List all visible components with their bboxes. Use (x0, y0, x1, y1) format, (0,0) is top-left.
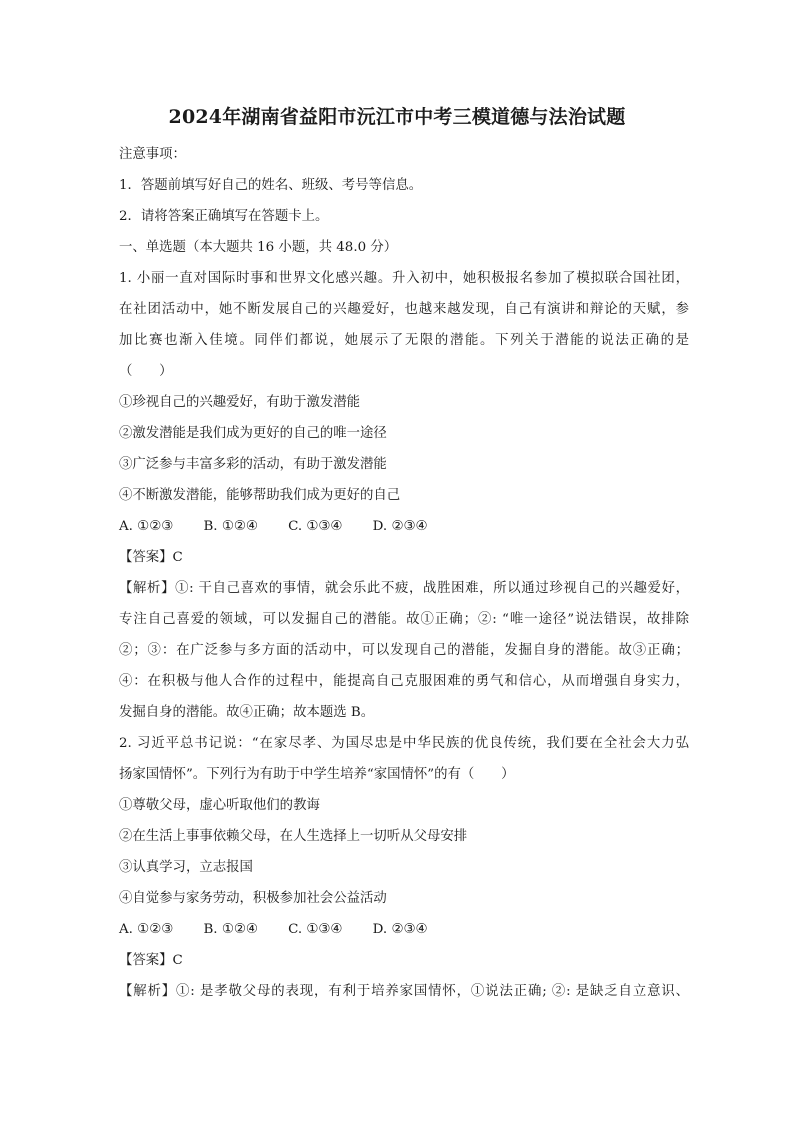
notice-item: 1．答题前填写好自己的姓名、班级、考号等信息。 (119, 178, 423, 193)
question-2-statement: ②在生活上事事依赖父母，在人生选择上一切听从父母安排 (119, 829, 468, 844)
option-d: D. ②③④ (372, 519, 428, 534)
question-1-analysis-line: ④：在积极与他人合作的过程中，能提高自己克服困难的勇气和信心，从而增强自身实力， (119, 674, 689, 689)
option-d: D. ②③④ (372, 922, 428, 937)
question-2-stem-line: 2. 习近平总书记说：“在家尽孝、为国尽忠是中华民族的优良传统，我们要在全社会大力弘 (119, 736, 689, 751)
question-2-stem-line: 扬家国情怀”。下列行为有助于中学生培养“家国情怀”的有（ ） (119, 767, 515, 782)
option-b: B. ①②④ (203, 519, 258, 534)
option-a: A. ①②③ (119, 922, 174, 937)
notice-heading: 注意事项： (119, 147, 186, 162)
question-1-stem-line: 在社团活动中，她不断发展自己的兴趣爱好，也越来越发现，自己有演讲和辩论的天赋，参 (119, 302, 689, 317)
question-2-statement: ④自觉参与家务劳动，积极参加社会公益活动 (119, 891, 387, 906)
question-2-analysis-line: 【解析】①: 是孝敬父母的表现，有利于培养家国情怀，①说法正确; ②: 是缺乏自立意识、 (119, 984, 689, 999)
question-1-stem-line: 加比赛也渐入佳境。同伴们都说，她展示了无限的潜能。下列关于潜能的说法正确的是 (119, 333, 689, 348)
question-1-statement: ②激发潜能是我们成为更好的自己的唯一途径 (119, 426, 387, 441)
question-1-options (119, 518, 689, 536)
option-a: A. ①②③ (119, 519, 174, 534)
page-title: 2024年湖南省益阳市沅江市中考三模道德与法治试题 (168, 106, 626, 128)
question-1-analysis-line: 发掘自身的潜能。故④正确；故本题选 B。 (119, 705, 375, 720)
question-2-answer: 【答案】C (119, 953, 183, 968)
question-1-analysis-line: 专注自己喜爱的领域，可以发掘自己的潜能。故①正确；②: “唯一途径”说法错误，故排除 (119, 612, 689, 627)
question-2-statement: ①尊敬父母，虚心听取他们的教诲 (119, 798, 320, 813)
question-2-statement: ③认真学习，立志报国 (119, 860, 253, 875)
notice-item: 2．请将答案正确填写在答题卡上。 (119, 209, 329, 224)
question-1-statement: ④不断激发潜能，能够帮助我们成为更好的自己 (119, 488, 401, 503)
question-1-answer: 【答案】C (119, 550, 183, 565)
question-1-stem-line: （ ） (119, 364, 173, 379)
question-2-options (119, 921, 689, 939)
option-c: C. ①③④ (288, 519, 343, 534)
question-1-analysis-line: 【解析】①: 干自己喜欢的事情，就会乐此不疲，战胜困难，所以通过珍视自己的兴趣爱好， (119, 581, 689, 596)
question-1-analysis-line: ②；③：在广泛参与多方面的活动中，可以发现自己的潜能，发掘自身的潜能。故③正确； (119, 643, 689, 658)
question-1-stem-line: 1. 小丽一直对国际时事和世界文化感兴趣。升入初中，她积极报名参加了模拟联合国社团， (119, 271, 689, 286)
option-c: C. ①③④ (288, 922, 343, 937)
question-1-statement: ③广泛参与丰富多彩的活动，有助于激发潜能 (119, 457, 387, 472)
section-heading: 一、单选题（本大题共 16 小题，共 48.0 分） (119, 240, 398, 255)
question-1-statement: ①珍视自己的兴趣爱好，有助于激发潜能 (119, 395, 361, 410)
option-b: B. ①②④ (203, 922, 258, 937)
